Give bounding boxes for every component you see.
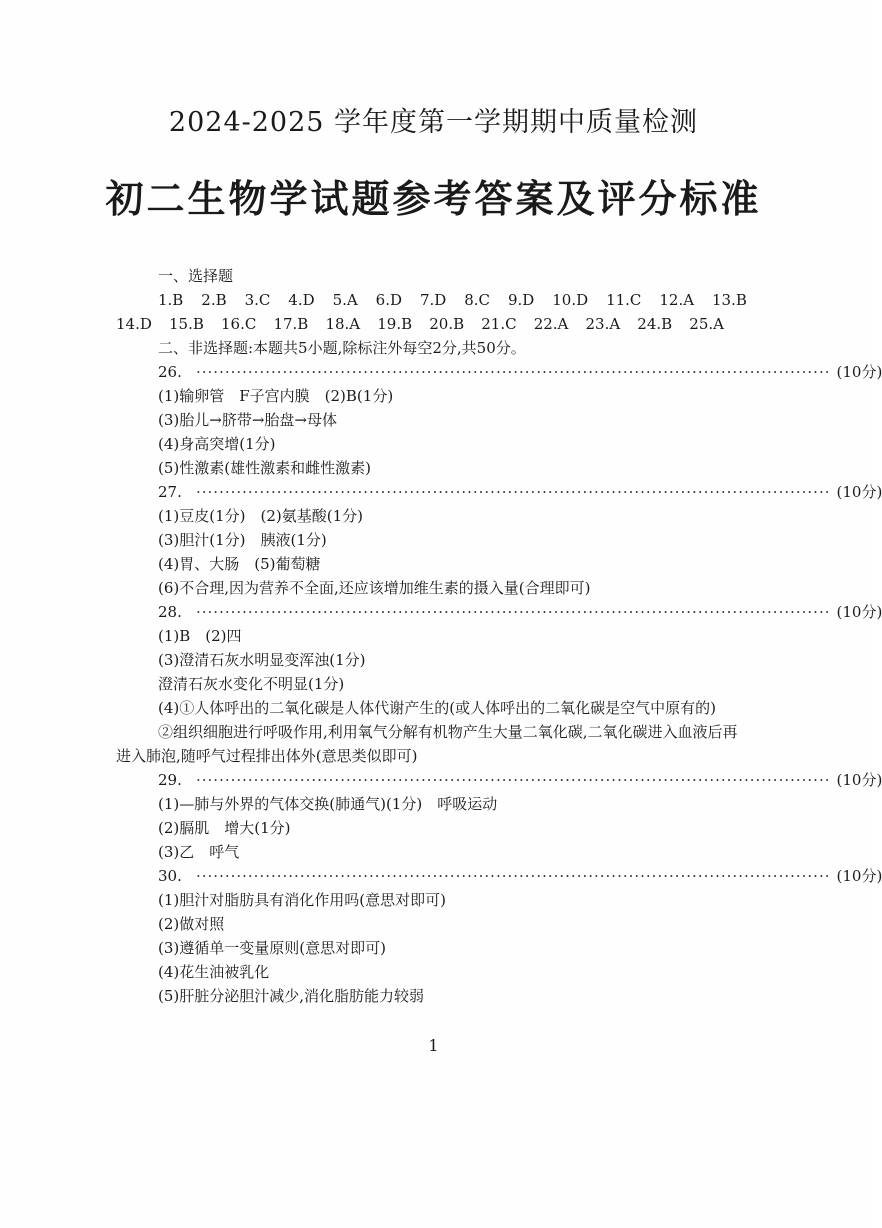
choice-answer: 21.C [481,315,517,333]
choice-answer: 6.D [375,291,403,309]
answer-line: (3)澄清石灰水明显变浑浊(1分) [158,651,366,669]
question-29-header [158,768,882,792]
section2-heading: 二、非选择题:本题共5小题,除标注外每空2分,共50分。 [158,339,526,357]
question-number: 29. [158,771,182,789]
answer-line: (4)身高突增(1分) [158,435,276,453]
choice-answer: 17.B [273,315,309,333]
answer-line: (2)做对照 [158,915,225,933]
choice-answer: 18.A [325,315,361,333]
choice-answer: 3.C [244,291,271,309]
question-number: 26. [158,363,182,381]
choice-answer: 4.D [288,291,315,309]
dot-leader: ·············································································································· [196,483,831,501]
question-26-header [158,360,882,384]
choice-answer: 13.B [711,291,747,309]
choice-answer: 14.D [116,315,152,333]
question-score: (10分) [836,867,882,885]
answer-paragraph [116,696,744,720]
question-number: 30. [158,867,182,885]
dot-leader: ·············································································································· [196,867,831,885]
choice-answer: 11.C [606,291,642,309]
choice-answer: 22.A [533,315,569,333]
page-number: 1 [428,1036,439,1055]
question-28-header [158,600,882,624]
answer-line: (1)—肺与外界的气体交换(肺通气)(1分) 呼吸运动 [158,795,498,813]
answer-line: (5)性激素(雄性激素和雌性激素) [158,459,371,477]
answer-line: 澄清石灰水变化不明显(1分) [158,675,345,693]
answer-paragraph-text: (4)①人体呼出的二氧化碳是人体代谢产生的(或人体呼出的二氧化碳是空气中原有的) [158,699,716,717]
choice-answer: 16.C [221,315,257,333]
choice-answer: 8.C [464,291,491,309]
answer-line: (3)胎儿→脐带→胎盘→母体 [158,411,337,429]
choice-answer: 15.B [169,315,204,333]
section1-heading: 一、选择题 [158,267,234,285]
answer-line: (3)遵循单一变量原则(意思对即可) [158,939,386,957]
choice-answer: 5.A [332,291,358,309]
document-title: 初二生物学试题参考答案及评分标准 [105,177,762,221]
answer-line: (1)输卵管 F子宫内膜 (2)B(1分) [158,387,394,405]
choice-answer: 1.B [158,291,184,309]
question-number: 27. [158,483,182,501]
dot-leader: ·············································································································· [196,363,831,381]
answer-line: (6)不合理,因为营养不全面,还应该增加维生素的摄入量(合理即可) [158,579,591,597]
answer-paragraph [116,720,744,768]
answer-line: (2)膈肌 增大(1分) [158,819,291,837]
choice-answer: 9.D [507,291,535,309]
choice-answer: 25.A [689,315,724,333]
choice-answer: 12.A [659,291,695,309]
answer-line: (4)胃、大肠 (5)葡萄糖 [158,555,321,573]
question-score: (10分) [836,603,882,621]
question-number: 28. [158,603,182,621]
answer-line: (5)肝脏分泌胆汁减少,消化脂肪能力较弱 [158,987,425,1005]
question-27-header [158,480,882,504]
answer-paragraph-text: ②组织细胞进行呼吸作用,利用氧气分解有机物产生大量二氧化碳,二氧化碳进入血液后再进入肺泡,随呼气过程排出体外(意思类似即可) [116,723,738,765]
choice-answer: 23.A [585,315,621,333]
question-30-header [158,864,882,888]
question-score: (10分) [836,363,882,381]
choice-answers-row2 [116,312,724,336]
dot-leader: ·············································································································· [196,771,831,789]
choice-answer: 10.D [552,291,589,309]
question-score: (10分) [836,483,882,501]
answer-line: (1)胆汁对脂肪具有消化作用吗(意思对即可) [158,891,446,909]
answer-line: (3)乙 呼气 [158,843,240,861]
answer-line: (4)花生油被乳化 [158,963,270,981]
answer-content [116,264,882,1008]
answer-line: (1)B (2)四 [158,627,242,645]
dot-leader: ·············································································································· [196,603,831,621]
choice-answer: 19.B [377,315,413,333]
choice-answer: 20.B [429,315,465,333]
answer-line: (1)豆皮(1分) (2)氨基酸(1分) [158,507,363,525]
choice-answers-row1 [158,288,747,312]
exam-title: 2024-2025 学年度第一学期期中质量检测 [168,107,699,138]
choice-answer: 24.B [637,315,673,333]
choice-answer: 2.B [201,291,227,309]
question-score: (10分) [836,771,882,789]
answer-line: (3)胆汁(1分) 胰液(1分) [158,531,327,549]
choice-answer: 7.D [419,291,447,309]
